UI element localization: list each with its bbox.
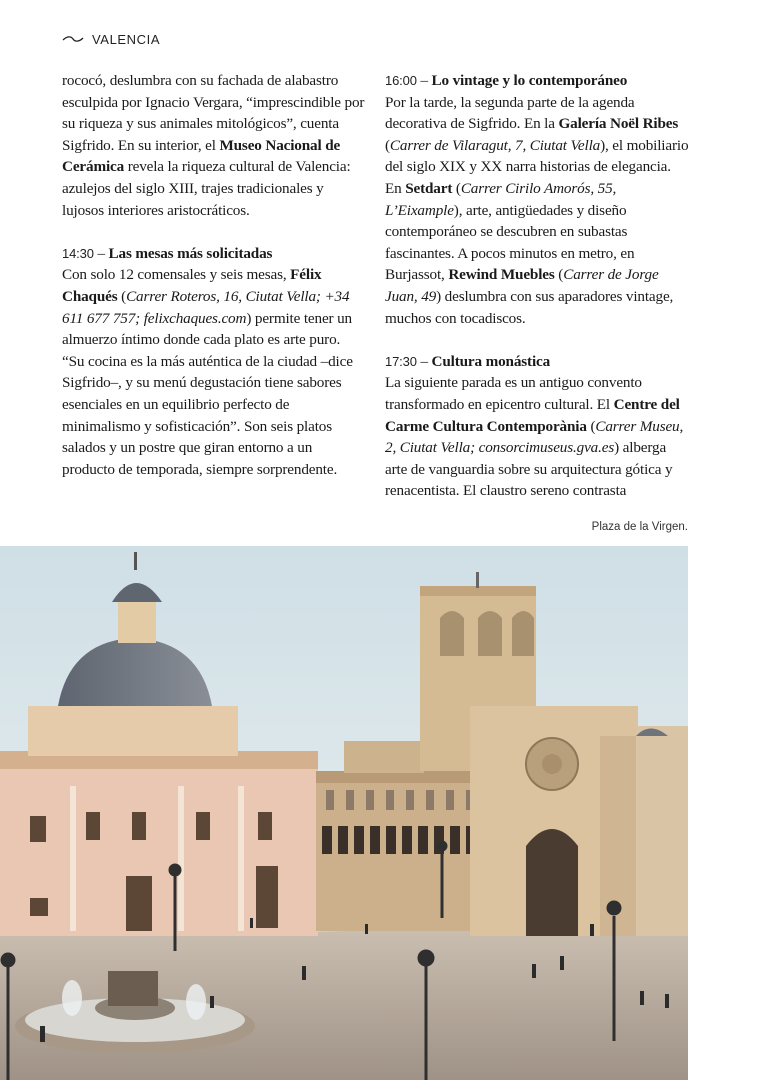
setdart-address: Carrer Cirilo Amorós, 55, L’Eixample — [385, 179, 617, 219]
time-label: 14:30 — [62, 245, 94, 261]
article-column-left — [62, 70, 366, 480]
galeria-noel-ribes-name: Galería Noël Ribes — [558, 115, 679, 133]
time-label: 16:00 — [385, 73, 417, 88]
paragraph-cultura: 17:30 – Cultura monástica La siguiente parada es un antiguo convento transformado en epicentro cultural. El Centre del Carme Cultura Contemporània (Carrer Museu, 2, Ciutat Vella; consorcimuseus.gva.es) alberga arte de vanguardia sobre su arquitectura gótica y renacentista. El claustro sereno contrasta — [385, 352, 684, 500]
subheading-mesas: Las mesas más solicitadas — [108, 244, 273, 262]
museo-ceramica-name: Museo Nacional de Cerámica — [62, 136, 341, 176]
running-header — [62, 30, 160, 48]
paragraph-museo: rococó, deslumbra con su fachada de alabastro esculpida por Ignacio Vergara, “imprescindible por su riqueza y sus animales mitológicos”, cuenta Sigfrido. En su interior, el Museo Nacional de Cerámica revela la riqueza cultural de Valencia: azulejos del siglo XIII, trajes tradicionales y lujosos interiores aristocráticos. — [62, 72, 365, 219]
rewind-muebles-name: Rewind Muebles — [448, 266, 555, 284]
centre-del-carme-name: Centre del Carme Cultura Contemporània — [385, 395, 680, 435]
subheading-cultura: Cultura monástica — [431, 352, 551, 370]
felix-chaques-name: Félix Chaqués — [62, 266, 322, 305]
photo-caption: Plaza de la Virgen. — [591, 521, 688, 533]
paragraph-mesas: 14:30 – Las mesas más solicitadas Con solo 12 comensales y seis mesas, Félix Chaqués (Carrer Roteros, 16, Ciutat Vella; +34 611 677 757; felixchaques.com) permite tener un almuerzo íntimo donde cada plato es arte puro. “Su cocina es la más auténtica de la ciudad –dice Sigfrido–, y su menú degustación tiene sabores esenciales en un equilibrio perfecto de minimalismo y sofisticación”. Son seis platos salados y un postre que giran entorno a un producto de temporada, siempre sorprendente. — [62, 244, 353, 478]
wave-icon — [62, 35, 84, 43]
felix-chaques-address: Carrer Roteros, 16, Ciutat Vella; +34 611 677 757; felixchaques.com — [62, 287, 350, 327]
setdart-name: Setdart — [405, 179, 453, 197]
galeria-address: Carrer de Vilaragut, 7, Ciutat Vella — [389, 136, 601, 154]
centre-address: Carrer Museu, 2, Ciutat Vella; consorcimuseus.gva.es — [385, 417, 684, 457]
article-column-right — [385, 70, 691, 502]
paragraph-vintage: 16:00 – Lo vintage y lo contemporáneo Por la tarde, la segunda parte de la agenda decorativa de Sigfrido. En la Galería Noël Ribes (Carrer de Vilaragut, 7, Ciutat Vella), el mobiliario del siglo XIX y XX narra historias de elegancia. En Setdart (Carrer Cirilo Amorós, 55, L’Eixample), arte, antigüedades y diseño contemporáneo se descubren en subastas fascinantes. A pocos minutos en metro, en Burjassot, Rewind Muebles (Carrer de Jorge Juan, 49) deslumbra con sus aparadores vintage, muchos con tocadiscos. — [385, 72, 689, 327]
plaza-photo — [0, 546, 688, 1080]
time-label: 17:30 — [385, 353, 417, 369]
rewind-address: Carrer de Jorge Juan, 49 — [385, 266, 659, 305]
section-title: VALENCIA — [92, 31, 161, 47]
subheading-vintage: Lo vintage y lo contemporáneo — [431, 72, 628, 89]
plaza-illustration — [0, 546, 688, 1080]
